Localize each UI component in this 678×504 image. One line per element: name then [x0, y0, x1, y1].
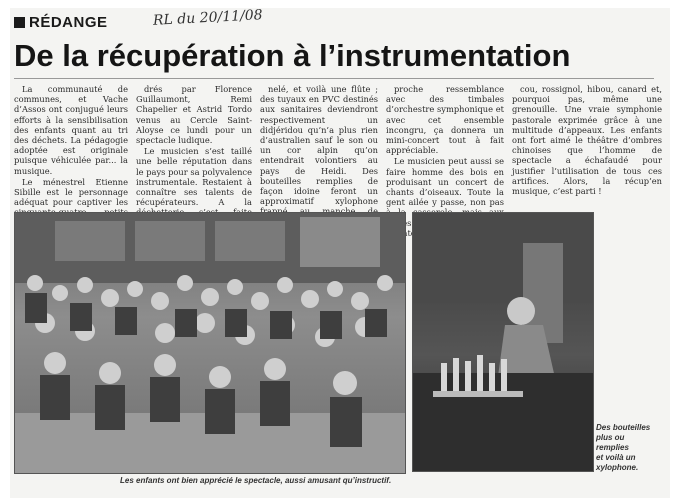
column-paragraph: nelé, et voilà une flûte ; des tuyaux en PVC destinés aux sanitaires deviendront respectivement un didjéridou qu’n’a plus rien d’australien sauf le son ou un cor alpin qu’on entendrait volontiers au pays de Heidi. Des bouteilles remplies de façon idoine feront un approximatif xylophone — [260, 84, 378, 207]
article-column-4 — [386, 84, 504, 208]
article-column-3 — [260, 84, 378, 208]
column-paragraph: La communauté de communes, et Vache d’Assos ont conjugué leurs efforts à la sensibilisation des enfants quant au tri des déchets. La pédagogie adoptée est originale puisque véhiculée par... la musique. — [14, 84, 128, 176]
section-label: RÉDANGE — [29, 14, 108, 31]
article-column-5 — [512, 84, 662, 208]
article-column-2 — [136, 84, 252, 208]
audience-photo — [14, 212, 406, 474]
column-paragraph: Le musicien s’est taillé une belle réputation dans le pays pour sa polyvalence instrumentale. Restaient à connaître ses talents de récupérateurs. A la — [136, 146, 252, 208]
handwritten-date-note: RL du 20/11/08 — [152, 7, 263, 29]
caption-line: plus ou — [596, 433, 625, 442]
column-paragraph: Le ménestrel Etienne Sibille est le personnage adéquat pour captiver les — [14, 176, 128, 208]
section-square-icon — [14, 17, 25, 28]
column-paragraph: cou, rossignol, hibou, canard et, pourquoi pas, même une grenouille. Une vraie symphonie pastorale exprimée grâce à une multitude d’appeaux. Les enfants ont fort aimé le théâtre d’ombres chinoises que l’homme de spectacle a échafaudé pour justifier l’utilisation de tous ces artifices. Alors, la récup’en musique, c’est parti ! — [512, 84, 662, 197]
musician-photo-graphic — [413, 213, 593, 471]
column-paragraph: proche ressemblance avec des timbales d’orchestre symphonique et avec cet ensemble incongru, ça donnera un mini-concert tout à fait appréciable. — [386, 84, 504, 156]
caption-line: remplies — [596, 443, 629, 452]
main-photo-caption: Les enfants ont bien apprécié le spectacle, aussi amusant qu’instructif. — [120, 476, 392, 485]
caption-line: xylophone. — [596, 463, 639, 472]
article-headline: De la récupération à l’instrumentation — [14, 38, 571, 73]
caption-line: et voilà un — [596, 453, 636, 462]
column-paragraph: Le musicien peut aussi se faire homme des bois en produisant un concert de chants d’oiseaux. Toute la gent ailée y passe, non pas — [386, 156, 504, 208]
column-paragraph: drés par Florence Guillaumont, Remi Chapelier et Astrid Tordo venus au Cercle Saint-Aloyse ce lundi pour un spectacle ludique. — [136, 84, 252, 146]
musician-photo — [412, 212, 594, 472]
section-header — [14, 14, 108, 31]
article-column-1 — [14, 84, 128, 208]
headline-rule — [14, 78, 654, 79]
caption-line: Des bouteilles — [596, 423, 651, 432]
audience-photo-graphic — [15, 213, 405, 473]
newspaper-clipping — [10, 8, 670, 498]
side-photo-caption — [596, 423, 668, 473]
